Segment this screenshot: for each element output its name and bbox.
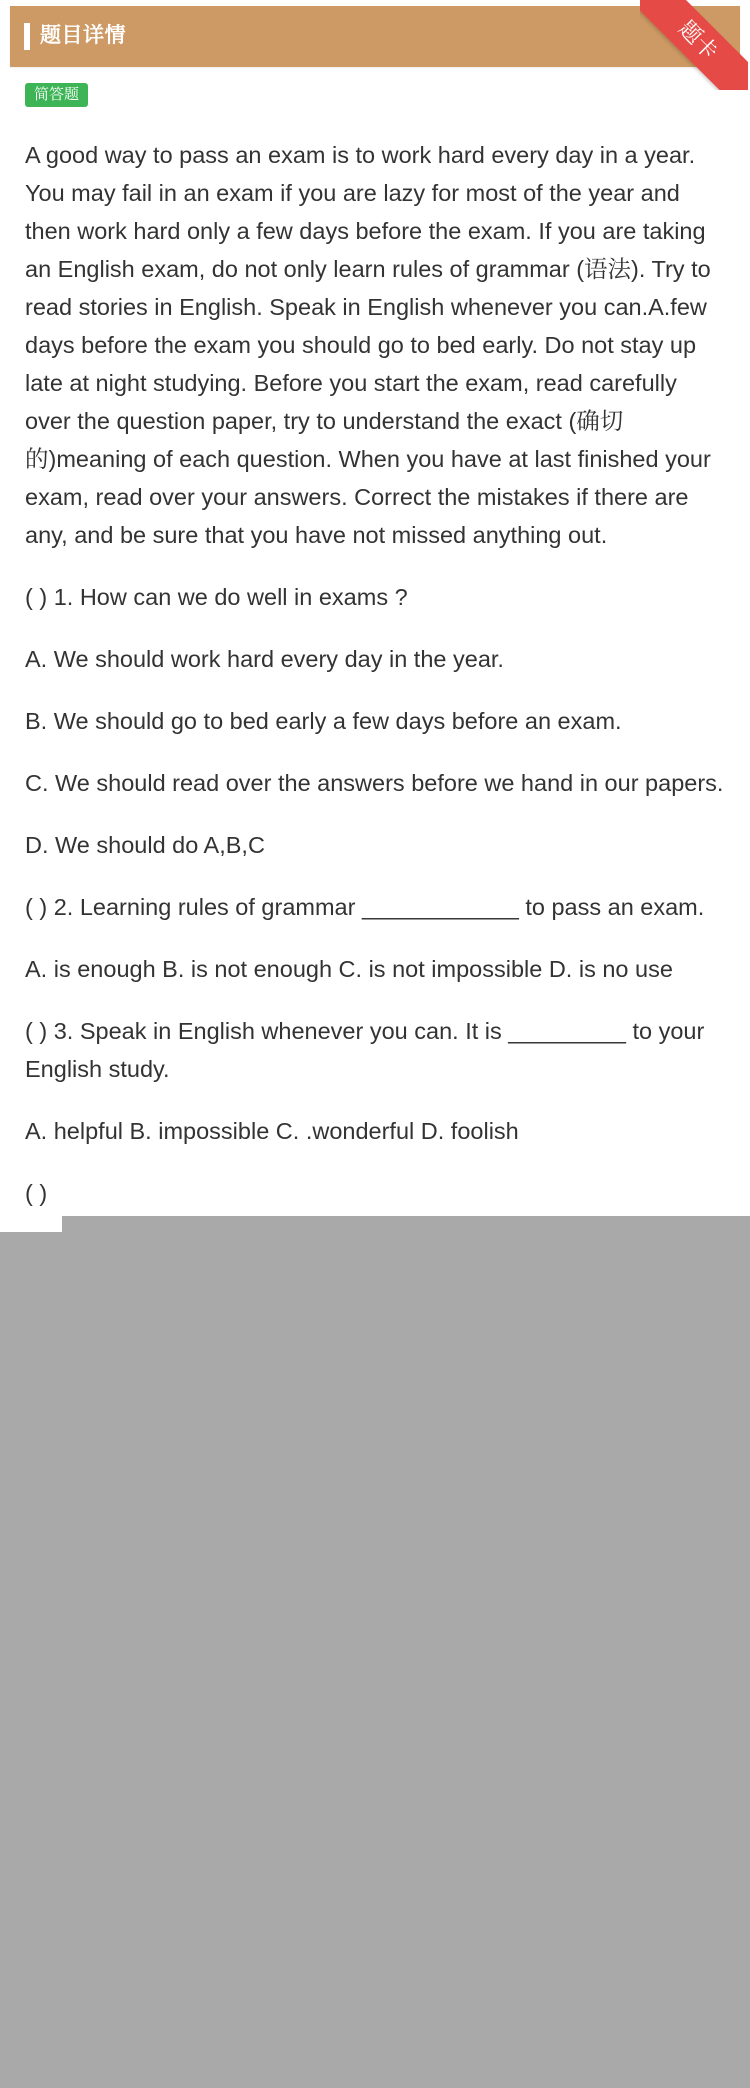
question-4-stem-partial: ( ): [25, 1180, 48, 1206]
overlay-notch: [0, 1216, 62, 1232]
question-3-stem: ( ) 3. Speak in English whenever you can. It is _________ to your English study.: [25, 1018, 705, 1082]
reading-passage: A good way to pass an exam is to work hard every day in a year. You may fail in an exam if you are lazy for most of the year and then work hard only a few days before the exam. If you are taking an English exam, do not only learn rules of grammar (语法). Try to read stories in English. Speak in English whenever you can.A.few days before the exam you should go to bed early. Do not stay up late at night studying. Before you start the exam, read carefully over the question paper, try to understand the exact (确切的)meaning of each question. When you have at last finished your exam, read over your answers. Correct the mistakes if there are any, and be sure that you have not missed anything out.: [25, 142, 711, 548]
answer-card-ribbon[interactable]: [640, 0, 748, 90]
question-2-options: A. is enough B. is not enough C. is not impossible D. is no use: [25, 956, 673, 982]
header: [10, 6, 740, 67]
question-1-option-d: D. We should do A,B,C: [25, 832, 265, 858]
question-1-option-a: A. We should work hard every day in the year.: [25, 646, 504, 672]
question-1-option-b: B. We should go to bed early a few days before an exam.: [25, 708, 622, 734]
answer-card-corner[interactable]: [640, 0, 748, 90]
question-type-badge: 简答题: [25, 83, 88, 107]
question-1-option-c: C. We should read over the answers before we hand in our papers.: [25, 770, 724, 796]
locked-content-overlay[interactable]: [0, 1216, 750, 2088]
header-title: 题目详情: [40, 24, 126, 47]
question-1-stem: ( ) 1. How can we do well in exams ?: [25, 584, 408, 610]
question-content: [25, 136, 725, 1236]
header-accent-bar: [24, 23, 30, 50]
question-3-options: A. helpful B. impossible C. .wonderful D. foolish: [25, 1118, 519, 1144]
question-2-stem: ( ) 2. Learning rules of grammar ____________ to pass an exam.: [25, 894, 705, 920]
answer-card-label: 题卡: [674, 15, 723, 65]
